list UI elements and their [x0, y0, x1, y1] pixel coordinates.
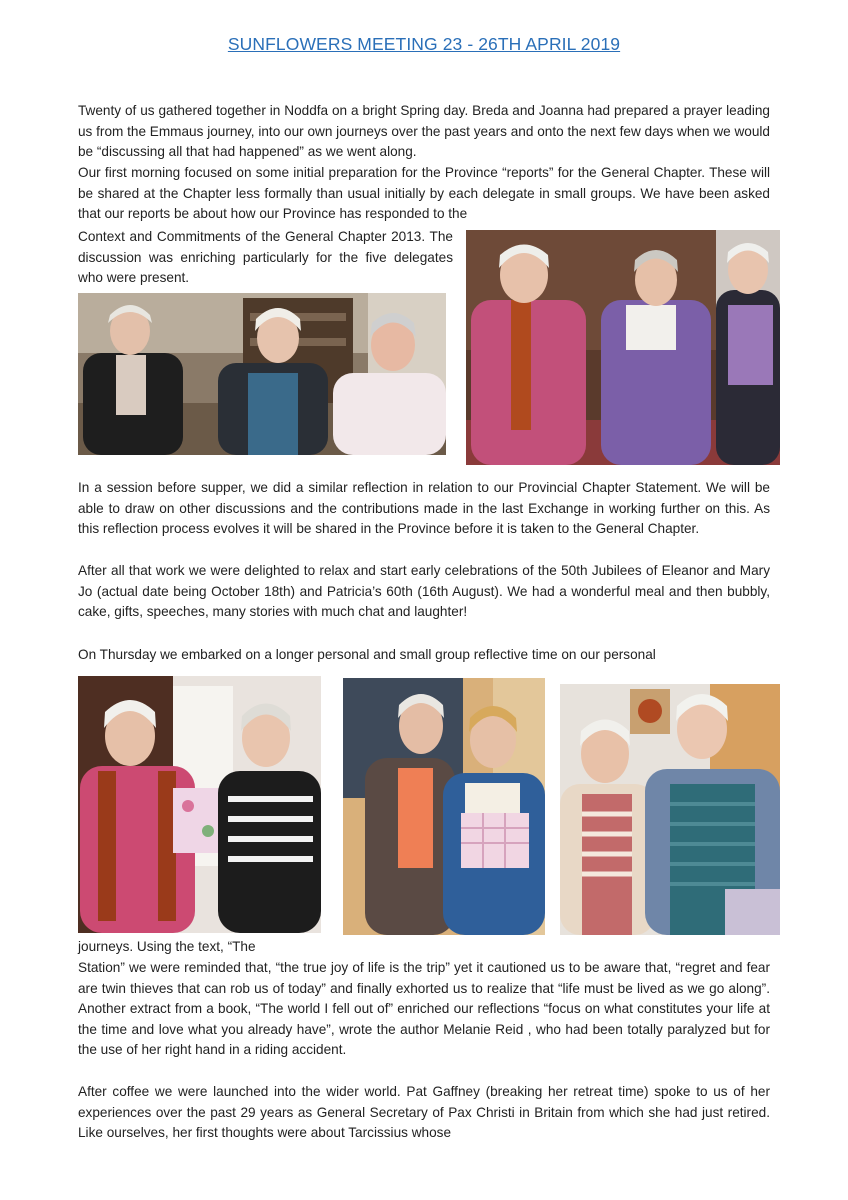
paragraph-station: Station” we were reminded that, “the true joy of life is the trip” yet it cautioned us to be aware that, “regret and fear are twin thieves that can rob us of today” and finally exhorted us to realize that “life must be lived as we go along”. Another extract from a book, “The world I fell out of” enriched our reflections “focus on what constitutes your life at the time and love what you already have”, wrote the author Melanie Reid , who had been totally paralyzed but for the use of her right hand in a riding accident. — [78, 960, 770, 1057]
paragraph-first-morning: Our first morning focused on some initial preparation for the Province “reports” for the General Chapter. These will be shared at the Chapter less formally than usual initially by each delegate in small groups. We have been asked that our reports be about how our Province has responded to the — [78, 165, 770, 221]
photo-gift-exchange — [78, 676, 321, 933]
paragraph-context: Context and Commitments of the General Chapter 2013. The discussion was enriching particularly for the five delegates who were present. — [78, 229, 453, 285]
photo-two-sisters-gift-bag — [343, 678, 545, 935]
paragraph-thursday: On Thursday we embarked on a longer personal and small group reflective time on our personal — [78, 647, 656, 662]
photo-two-sisters-smiling — [560, 684, 780, 935]
paragraph-celebrations: After all that work we were delighted to relax and start early celebrations of the 50th Jubilees of Eleanor and Mary Jo (actual date being October 18th) and Patricia’s 60th (16th August). We had a wonderful meal and then bubbly, cake, gifts, speeches, many stories with much chat and laughter! — [78, 563, 770, 619]
page-title: SUNFLOWERS MEETING 23 - 26TH APRIL 2019 — [227, 34, 621, 54]
paragraph-before-supper: In a session before supper, we did a similar reflection in relation to our Provincial Chapter Statement. We will be able to draw on other discussions and the contributions made in the last Exchange in working further on this. As this reflection process evolves it will be shared in the Province before it is taken to the General Chapter. — [78, 480, 770, 536]
paragraph-after-coffee: After coffee we were launched into the wider world. Pat Gaffney (breaking her retreat time) spoke to us of her experiences over the past 29 years as General Secretary of Pax Christi in Britain from which she had just retired. Like ourselves, her first thoughts were about Tarcissius whose — [78, 1084, 770, 1140]
paragraph-arrival: Twenty of us gathered together in Noddfa on a bright Spring day. Breda and Joanna had prepared a prayer leading us from the Emmaus journey, into our own journeys over the past years and onto the next few days when we would be “discussing all that had happened” as we went along. — [78, 103, 770, 159]
group-photo-three-chairs — [466, 230, 780, 465]
paragraph-journeys-start: journeys. Using the text, “The — [78, 939, 256, 954]
group-photo-three-seated — [78, 293, 446, 455]
